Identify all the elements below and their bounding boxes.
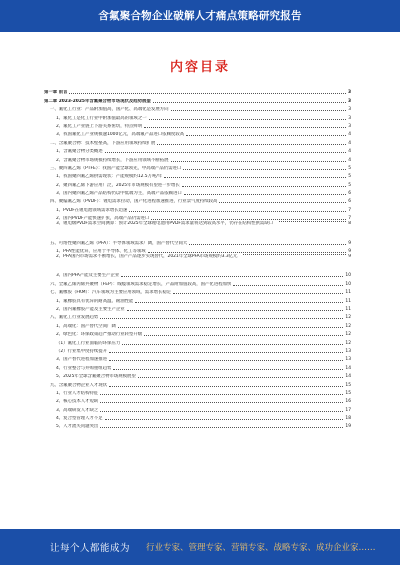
toc-leader-dots — [183, 169, 346, 170]
toc-page-number: 3 — [347, 90, 351, 96]
toc-page-number: 9 — [348, 249, 351, 255]
toc-entry-text: 九、含氟聚合物企业人才现状 — [50, 382, 108, 388]
toc-leader-dots — [100, 427, 343, 428]
toc-entry-text: 一、氟化工行业：产品附加值高，国产化、高端化是发展方向 — [50, 107, 169, 113]
toc-page-number: 7 — [348, 207, 351, 213]
toc-entry-text: 1、我国聚四氟乙烯供需现状：产能规模约12.5万吨/年 — [56, 174, 163, 180]
toc-entry-text: 1、PFA性能优异，应用于半导体、化工等领域 — [56, 249, 146, 255]
toc-entry[interactable] — [44, 413, 351, 421]
toc-entry-text: 3、高端研发人才缺乏 — [56, 407, 99, 413]
toc-entry[interactable] — [44, 104, 351, 112]
toc-entry[interactable] — [44, 237, 351, 245]
toc-leader-dots — [157, 144, 346, 145]
page-header — [0, 0, 400, 32]
toc-leader-dots — [118, 327, 344, 328]
toc-leader-dots — [186, 135, 346, 136]
toc-entry[interactable] — [44, 171, 351, 179]
toc-entry-text: 1、行业人才结构特征 — [56, 390, 99, 396]
toc-leader-dots — [135, 302, 343, 303]
toc-page-number: 19 — [345, 424, 351, 430]
toc-entry-text: 四、聚偏氟乙烯（PVDF）：锂电需求拉动，国产化进程加速推进，行业景气度持续较高 — [50, 199, 218, 205]
toc-page-number: 5 — [348, 165, 351, 171]
toc-leader-dots — [184, 194, 346, 195]
toc-entry-text: 2、聚四氟乙烯下游应用广泛，2025年市场规模有望进一步增长 — [56, 182, 180, 188]
toc-leader-dots — [113, 369, 343, 370]
toc-page-number: 15 — [345, 390, 351, 396]
toc-page-number: 14 — [345, 374, 351, 380]
toc-leader-dots — [69, 93, 345, 94]
toc-leader-dots — [100, 394, 343, 395]
toc-leader-dots — [105, 152, 347, 153]
toc-heading: 内容目录 — [169, 60, 230, 75]
toc-page-number: 9 — [348, 240, 351, 246]
toc-page-number: 4 — [348, 149, 351, 155]
toc-page-number: 3 — [347, 98, 351, 104]
toc-entry-text: 1、含氟聚合物分类概述 — [56, 149, 103, 155]
toc-page-number: 11 — [345, 290, 351, 296]
toc-entry[interactable] — [44, 371, 351, 379]
toc-entry-text: 第一章 前言 — [44, 90, 68, 96]
toc-leader-dots — [100, 411, 343, 412]
toc-leader-dots — [109, 360, 343, 361]
toc-page-number: 5 — [348, 174, 351, 180]
toc-entry[interactable] — [44, 95, 351, 103]
toc-entry-text: 2、PFA国内市场需求不断增长，国产产品逐步实现替代，2021年全球PFA市场规模约3.3亿元 — [56, 254, 238, 260]
toc-page-number: 12 — [345, 315, 351, 321]
toc-entry-text: 七、氟橡胶（FKM）：汽车领域为主要应用领域，需求增长稳定 — [50, 290, 172, 296]
toc-leader-dots — [171, 161, 347, 162]
toc-page-number: 10 — [345, 281, 351, 287]
toc-page-number: 6 — [348, 199, 351, 205]
toc-entry[interactable] — [44, 320, 351, 328]
toc-entry[interactable] — [44, 278, 351, 286]
toc-entry-text: （1）氟化工行业面临的环保压力 — [56, 340, 121, 346]
toc-page-number: 13 — [345, 348, 351, 354]
toc-leader-dots — [182, 186, 346, 187]
page-footer — [0, 529, 400, 565]
toc-entry-text: 二、含氟聚合物：技术壁垒高，下游应用领域持续扩展 — [50, 140, 156, 146]
toc-entry-text: 1、高端化：国产替代空间广阔 — [56, 323, 116, 329]
footer-slogan: 让每个人都能成为 — [50, 543, 131, 554]
toc-page-number: 17 — [345, 407, 351, 413]
toc-page-number: 3 — [348, 107, 351, 113]
toc-page-number: 11 — [345, 306, 351, 312]
toc-entry[interactable] — [44, 287, 351, 295]
toc-entry[interactable] — [44, 312, 351, 320]
toc-entry[interactable] — [44, 121, 351, 129]
toc-entry[interactable] — [44, 254, 351, 270]
toc-entry-text: 三、聚四氟乙烯（PTFE）：我国产能全球领先，中高端产品仍需进口 — [50, 165, 182, 171]
toc-leader-dots — [219, 202, 346, 203]
toc-entry-text: 2、国内氟橡胶产能及主要生产企业 — [56, 306, 125, 312]
toc-entry-text: 2、氟化工产业链上下游关系密切，特点鲜明 — [56, 123, 143, 129]
toc-leader-dots — [100, 318, 343, 319]
toc-page-number: 4 — [348, 140, 351, 146]
toc-entry-text: 4、复合型管理人才不足 — [56, 416, 103, 422]
toc-entry[interactable] — [44, 146, 351, 154]
toc-page-number: 12 — [345, 323, 351, 329]
toc-leader-dots — [149, 119, 347, 120]
toc-entry-text: 2、绿色化：环保政策趋严推动行业转型升级 — [56, 332, 143, 338]
toc-entry[interactable] — [44, 379, 351, 387]
toc-entry-text: 1、PVDF在锂电池领域需求增长迅速 — [56, 207, 128, 213]
toc-entry[interactable] — [44, 213, 351, 221]
toc-page-number: 15 — [345, 382, 351, 388]
toc-page-number: 8 — [348, 221, 351, 227]
toc-page-number: 4 — [348, 157, 351, 163]
toc-entry[interactable] — [44, 188, 351, 196]
toc-leader-dots — [109, 386, 343, 387]
toc-entry[interactable] — [44, 337, 351, 345]
toc-leader-dots — [173, 293, 343, 294]
toc-leader-dots — [109, 352, 343, 353]
toc-page-number: 11 — [345, 298, 351, 304]
toc-leader-dots — [138, 377, 344, 378]
toc-page-number: 3 — [348, 123, 351, 129]
toc-leader-dots — [144, 127, 346, 128]
toc-leader-dots — [129, 211, 346, 212]
toc-entry[interactable] — [44, 396, 351, 404]
toc-entry[interactable] — [44, 221, 351, 237]
toc-leader-dots — [153, 102, 346, 103]
toc-leader-dots — [279, 221, 346, 222]
table-of-contents — [44, 87, 351, 429]
toc-entry-text: 5、2025年全球含氟聚合物市场规模展望 — [56, 374, 136, 380]
toc-page-number: 6 — [348, 191, 351, 197]
toc-entry-text: 1、氟橡胶具有优异的耐高温、耐油性能 — [56, 298, 134, 304]
toc-page-number: 14 — [345, 365, 351, 371]
toc-entry-text: 3、国内PFA产能及主要生产企业 — [56, 273, 120, 279]
toc-leader-dots — [189, 244, 346, 245]
toc-entry[interactable] — [44, 129, 351, 137]
toc-page-number: 4 — [348, 132, 351, 138]
toc-leader-dots — [233, 285, 343, 286]
toc-leader-dots — [105, 419, 344, 420]
toc-leader-dots — [171, 110, 347, 111]
toc-leader-dots — [148, 252, 347, 253]
toc-page-number: 3 — [348, 115, 351, 121]
toc-entry[interactable] — [44, 154, 351, 162]
toc-leader-dots — [144, 335, 343, 336]
toc-entry-text: 六、全氟乙烯丙烯共聚物（FEP）：线缆领域需求稳定增长，产品附加值较高，国产化进程加快 — [50, 281, 232, 287]
toc-entry-text: 3、我国氟化工产业规模逾1000亿元，高端氟产品进口依赖度较高 — [56, 132, 185, 138]
toc-leader-dots — [100, 402, 343, 403]
toc-entry[interactable] — [44, 204, 351, 212]
toc-entry[interactable] — [44, 388, 351, 396]
toc-entry-text: 1、氟化工是化工行业中附加值最高的领域之一 — [56, 115, 147, 121]
toc-entry[interactable] — [44, 304, 351, 312]
toc-entry[interactable] — [44, 404, 351, 412]
toc-entry[interactable] — [44, 112, 351, 120]
toc-entry-text: （2）行业集中度持续提升 — [56, 348, 108, 354]
toc-entry-text: 2、含氟聚合物市场规模持续增长，下游应用领域不断拓展 — [56, 157, 169, 163]
toc-entry-text: 五、可熔性聚四氟乙烯（PFA）：半导体领域需求广阔，国产替代空间大 — [50, 240, 188, 246]
toc-leader-dots — [127, 310, 344, 311]
toc-entry-text: 3、锂电级PVDF需求空间测算：预计2025年全球锂电池用PVDF需求量将达到较高水平，仍存在结构性供需缺口 — [56, 221, 274, 227]
toc-entry[interactable] — [44, 163, 351, 171]
toc-page-number: 16 — [345, 399, 351, 405]
toc-page-number: 18 — [345, 416, 351, 422]
toc-entry-text: 4、行业整合与并购重组趋势 — [56, 365, 112, 371]
toc-entry[interactable] — [44, 354, 351, 362]
toc-leader-dots — [122, 344, 343, 345]
toc-leader-dots — [164, 177, 346, 178]
toc-leader-dots — [243, 254, 346, 255]
toc-entry-text: 3、国内聚四氟乙烯产品结构仍以中低端为主，高端产品依赖进口 — [56, 191, 182, 197]
toc-entry-text: 第二章 2023-2025年含氟聚合物市场现状及趋势展望 — [44, 98, 151, 104]
toc-entry[interactable] — [44, 179, 351, 187]
footer-roles: 行业专家、管理专家、营销专家、战略专家、成功企业家…… — [146, 543, 376, 553]
toc-page-number: 7 — [348, 216, 351, 222]
toc-page-number: 13 — [345, 357, 351, 363]
toc-entry[interactable] — [44, 362, 351, 370]
toc-entry-text: 2、国内PVDF产能快速扩张，高端产品仍需进口 — [56, 216, 150, 222]
toc-page-number: 12 — [345, 332, 351, 338]
toc-entry[interactable] — [44, 270, 351, 278]
toc-entry[interactable] — [44, 295, 351, 303]
toc-page-number: 12 — [345, 340, 351, 346]
toc-entry-text: 5、人才流失问题突出 — [56, 424, 99, 430]
report-title: 含氟聚合物企业破解人才痛点策略研究报告 — [98, 10, 302, 22]
toc-page-number: 5 — [348, 182, 351, 188]
toc-entry[interactable] — [44, 346, 351, 354]
toc-leader-dots — [151, 219, 346, 220]
toc-entry[interactable] — [44, 196, 351, 204]
toc-entry[interactable] — [44, 246, 351, 254]
toc-entry-text: 2、核心技术人才短缺 — [56, 399, 99, 405]
toc-entry[interactable] — [44, 87, 351, 95]
toc-entry[interactable] — [44, 421, 351, 429]
toc-entry[interactable] — [44, 329, 351, 337]
toc-page-number: 10 — [345, 273, 351, 279]
toc-entry[interactable] — [44, 137, 351, 145]
toc-entry-text: 八、氟化工行业发展趋势 — [50, 315, 99, 321]
toc-leader-dots — [121, 276, 343, 277]
toc-page-number: 9 — [348, 254, 351, 260]
toc-entry-text: 3、国产替代进程加速推进 — [56, 357, 108, 363]
